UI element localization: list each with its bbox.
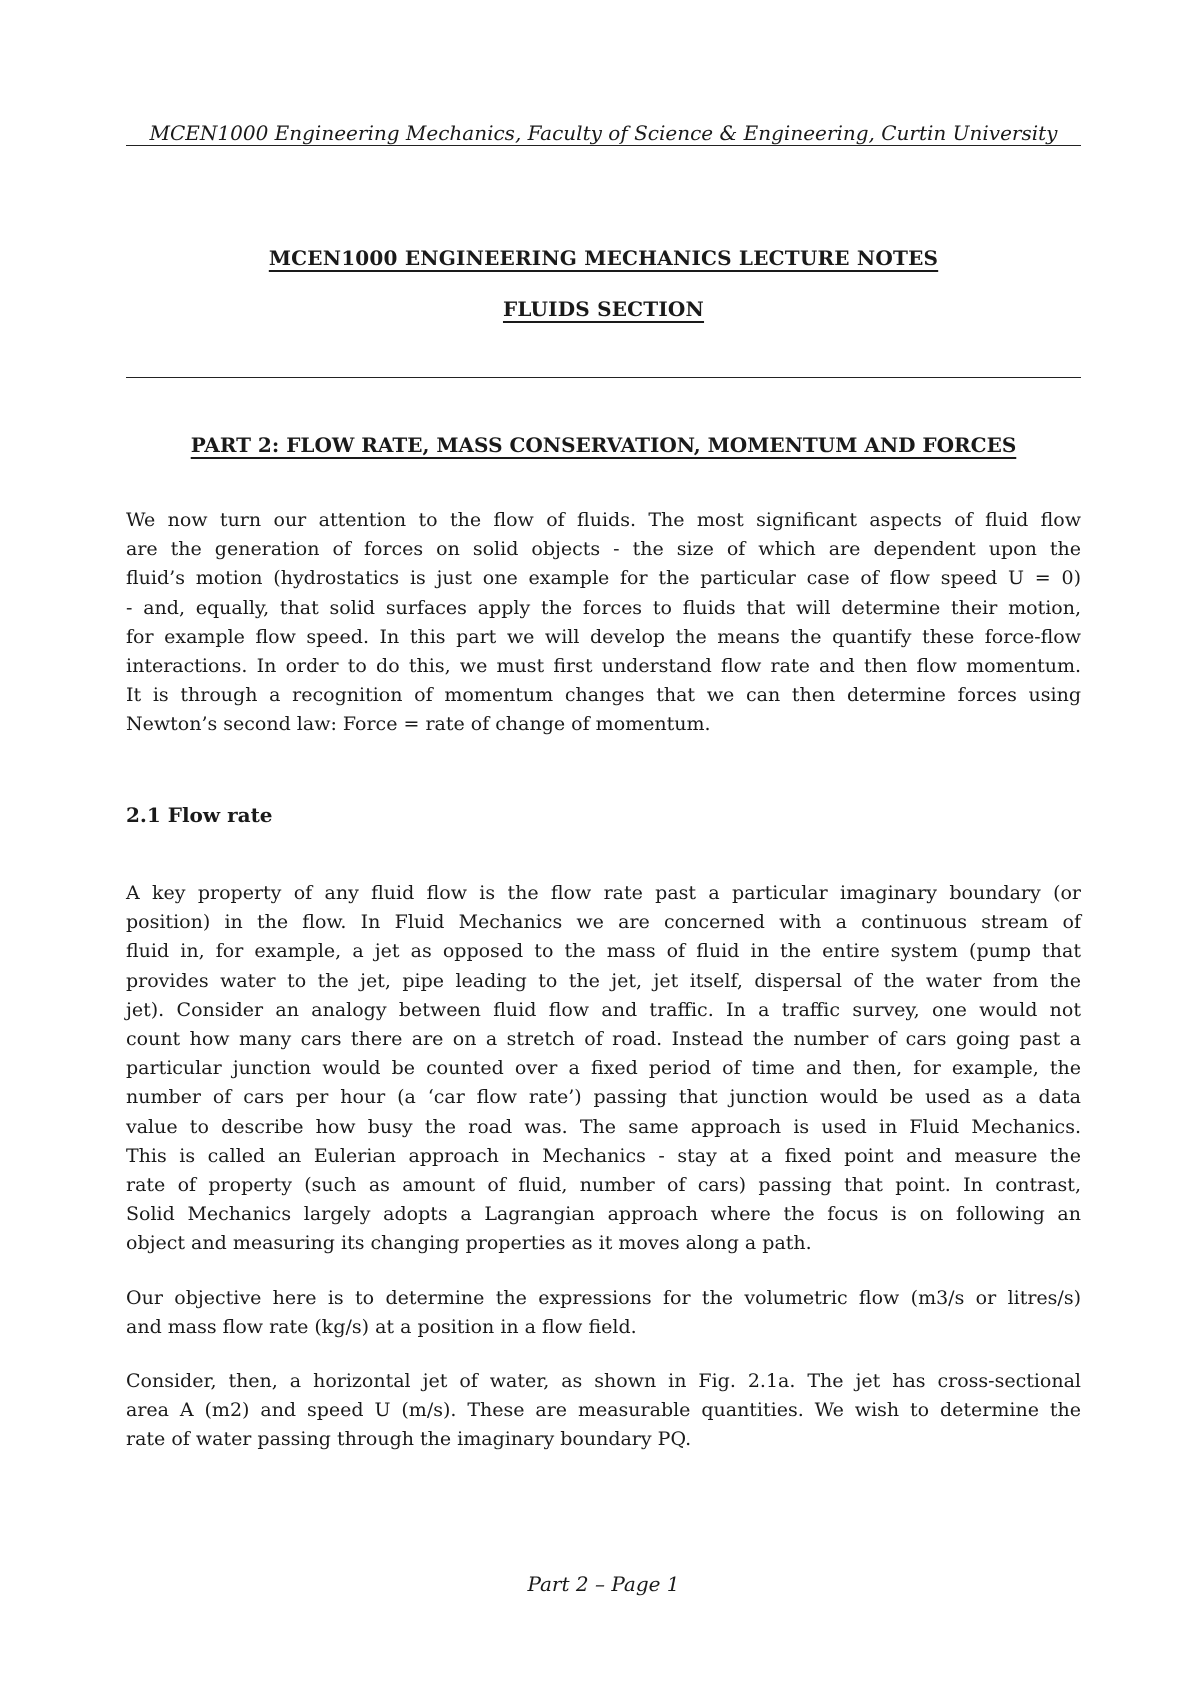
text-line: number of cars per hour (a ‘car flow rate’) passing that junction would be used as a data — [126, 1086, 1081, 1109]
document-title-text: MCEN1000 ENGINEERING MECHANICS LECTURE NOTES — [268, 246, 939, 270]
text-line: jet). Consider an analogy between fluid flow and traffic. In a traffic survey, one would not — [126, 998, 1081, 1021]
text-line: position) in the flow. In Fluid Mechanics we are concerned with a continuous stream of — [126, 911, 1081, 934]
text-line: Newton’s second law: Force = rate of change of momentum. — [126, 713, 711, 736]
text-line: particular junction would be counted over a fixed period of time and then, for example, the — [126, 1057, 1081, 1080]
flow-rate-paragraph — [126, 879, 1081, 1259]
text-line: interactions. In order to do this, we must first understand flow rate and then flow momentum. — [126, 655, 1081, 678]
text-line: - and, equally, that solid surfaces apply the forces to fluids that will determine their motion, — [126, 596, 1081, 619]
header-rule — [126, 145, 1081, 146]
text-line: Consider, then, a horizontal jet of water, as shown in Fig. 2.1a. The jet has cross-sectional — [126, 1370, 1081, 1392]
part-heading — [126, 433, 1081, 457]
text-line: This is called an Eulerian approach in Mechanics - stay at a fixed point and measure the — [126, 1144, 1081, 1167]
text-line: It is through a recognition of momentum changes that we can then determine forces using — [126, 684, 1081, 707]
text-line: object and measuring its changing properties as it moves along a path. — [126, 1232, 812, 1255]
text-line: value to describe how busy the road was. The same approach is used in Fluid Mechanics. — [126, 1115, 1081, 1138]
text-line: count how many cars there are on a stretch of road. Instead the number of cars going past a — [126, 1028, 1081, 1051]
text-line: provides water to the jet, pipe leading to the jet, jet itself, dispersal of the water from the — [126, 969, 1081, 992]
text-line: rate of water passing through the imaginary boundary PQ. — [126, 1428, 692, 1451]
part-heading-text: PART 2: FLOW RATE, MASS CONSERVATION, MOMENTUM AND FORCES — [190, 433, 1017, 457]
section-rule — [126, 377, 1081, 378]
objective-paragraph — [126, 1284, 1081, 1342]
document-title — [126, 246, 1081, 270]
section-title-text: FLUIDS SECTION — [502, 297, 705, 321]
intro-paragraph — [126, 506, 1081, 740]
text-line: are the generation of forces on solid objects - the size of which are dependent upon the — [126, 538, 1081, 561]
text-line: A key property of any fluid flow is the flow rate past a particular imaginary boundary (or — [126, 882, 1081, 904]
text-line: fluid’s motion (hydrostatics is just one example for the particular case of flow speed U = 0) — [126, 567, 1081, 590]
text-line: We now turn our attention to the flow of fluids. The most significant aspects of fluid flow — [126, 509, 1081, 531]
running-header: MCEN1000 Engineering Mechanics, Faculty of Science & Engineering, Curtin University — [149, 121, 1058, 145]
text-line: fluid in, for example, a jet as opposed to the mass of fluid in the entire system (pump that — [126, 940, 1081, 963]
section-title — [126, 297, 1081, 321]
page-footer: Part 2 – Page 1 — [527, 1572, 680, 1596]
text-line: area A (m2) and speed U (m/s). These are measurable quantities. We wish to determine the — [126, 1399, 1081, 1422]
text-line: and mass flow rate (kg/s) at a position in a flow field. — [126, 1316, 637, 1339]
text-line: rate of property (such as amount of fluid, number of cars) passing that point. In contrast, — [126, 1174, 1081, 1197]
text-line: for example flow speed. In this part we will develop the means the quantify these force-flow — [126, 625, 1081, 648]
text-line: Solid Mechanics largely adopts a Lagrangian approach where the focus is on following an — [126, 1203, 1081, 1226]
text-line: Our objective here is to determine the expressions for the volumetric flow (m3/s or litres/s) — [126, 1287, 1081, 1309]
jet-paragraph — [126, 1367, 1081, 1455]
flow-rate-heading: 2.1 Flow rate — [126, 803, 273, 827]
